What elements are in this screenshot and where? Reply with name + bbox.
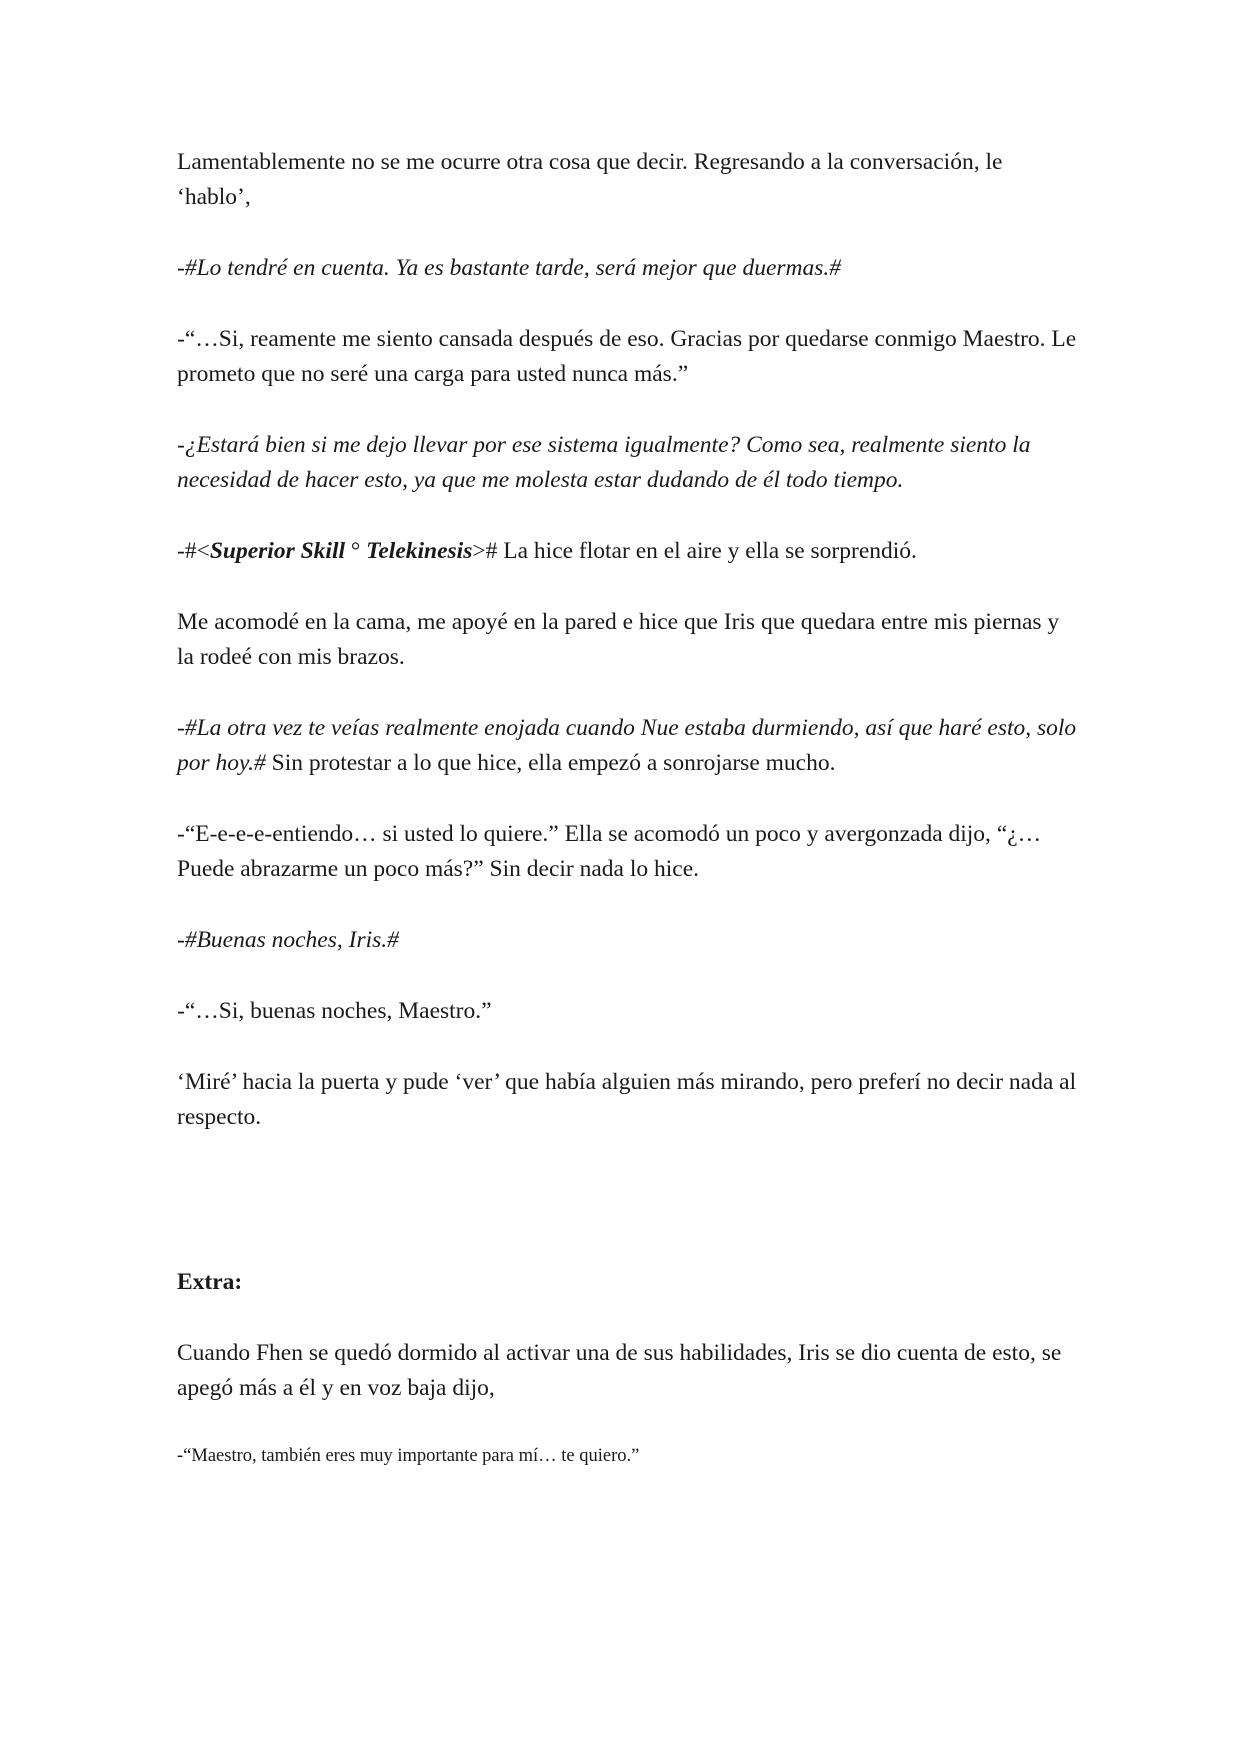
skill-type: Superior Skill <box>209 538 346 564</box>
skill-suffix: ># <box>472 538 498 564</box>
paragraph-6: Me acomodé en la cama, me apoyé en la pared e hice que Iris que quedara entre mis piernas y la rodeé con mis brazos. <box>177 609 1060 670</box>
paragraph-1: Lamentablemente no se me ocurre otra cosa que decir. Regresando a la conversación, le ‘hablo’, <box>177 149 1003 210</box>
paragraph-11: ‘Miré’ hacia la puerta y pude ‘ver’ que había alguien más mirando, pero preferí no decir nada al respecto. <box>177 1069 1077 1130</box>
paragraph-3-dialogue: -“…Si, reamente me siento cansada después de eso. Gracias por quedarse conmigo Maestro. Le prometo que no seré una carga para usted nunca más.” <box>177 326 1077 387</box>
paragraph-2-thought: -#Lo tendré en cuenta. Ya es bastante tarde, será mejor que duermas.# <box>177 255 842 281</box>
paragraph-10-dialogue: -“…Si, buenas noches, Maestro.” <box>177 998 492 1024</box>
paragraph-7-thought: -#La otra vez te veías realmente enojada cuando Nue estaba durmiendo, así que haré esto, solo por hoy.# <box>177 715 1077 776</box>
paragraph-4-thought: -¿Estará bien si me dejo llevar por ese sistema igualmente? Como sea, realmente siento la necesidad de hacer esto, ya que me molesta estar dudando de él todo tiempo. <box>177 432 1031 493</box>
document-page <box>177 145 1077 1470</box>
paragraph-12: Cuando Fhen se quedó dormido al activar una de sus habilidades, Iris se dio cuenta de esto, se apegó más a él y en voz baja dijo, <box>177 1340 1062 1401</box>
paragraph-13-dialogue: -“Maestro, también eres muy importante para mí… te quiero.” <box>177 1446 640 1466</box>
paragraph-7 <box>177 711 1077 781</box>
paragraph-8-dialogue: -“E-e-e-e-entiendo… si usted lo quiere.” Ella se acomodó un poco y avergonzada dijo, “¿…Puede abrazarme un poco más?” Sin decir nada lo hice. <box>177 821 1042 882</box>
skill-name: Telekinesis <box>366 538 473 564</box>
skill-prefix: -#< <box>177 538 210 564</box>
skill-narration: La hice flotar en el aire y ella se sorprendió. <box>497 538 917 564</box>
skill-separator: ° <box>345 538 367 564</box>
extra-heading: Extra: <box>177 1269 243 1295</box>
paragraph-9-thought: -#Buenas noches, Iris.# <box>177 927 399 953</box>
paragraph-7-narration: Sin protestar a lo que hice, ella empezó a sonrojarse mucho. <box>265 750 836 776</box>
paragraph-5-skill <box>177 534 1077 569</box>
